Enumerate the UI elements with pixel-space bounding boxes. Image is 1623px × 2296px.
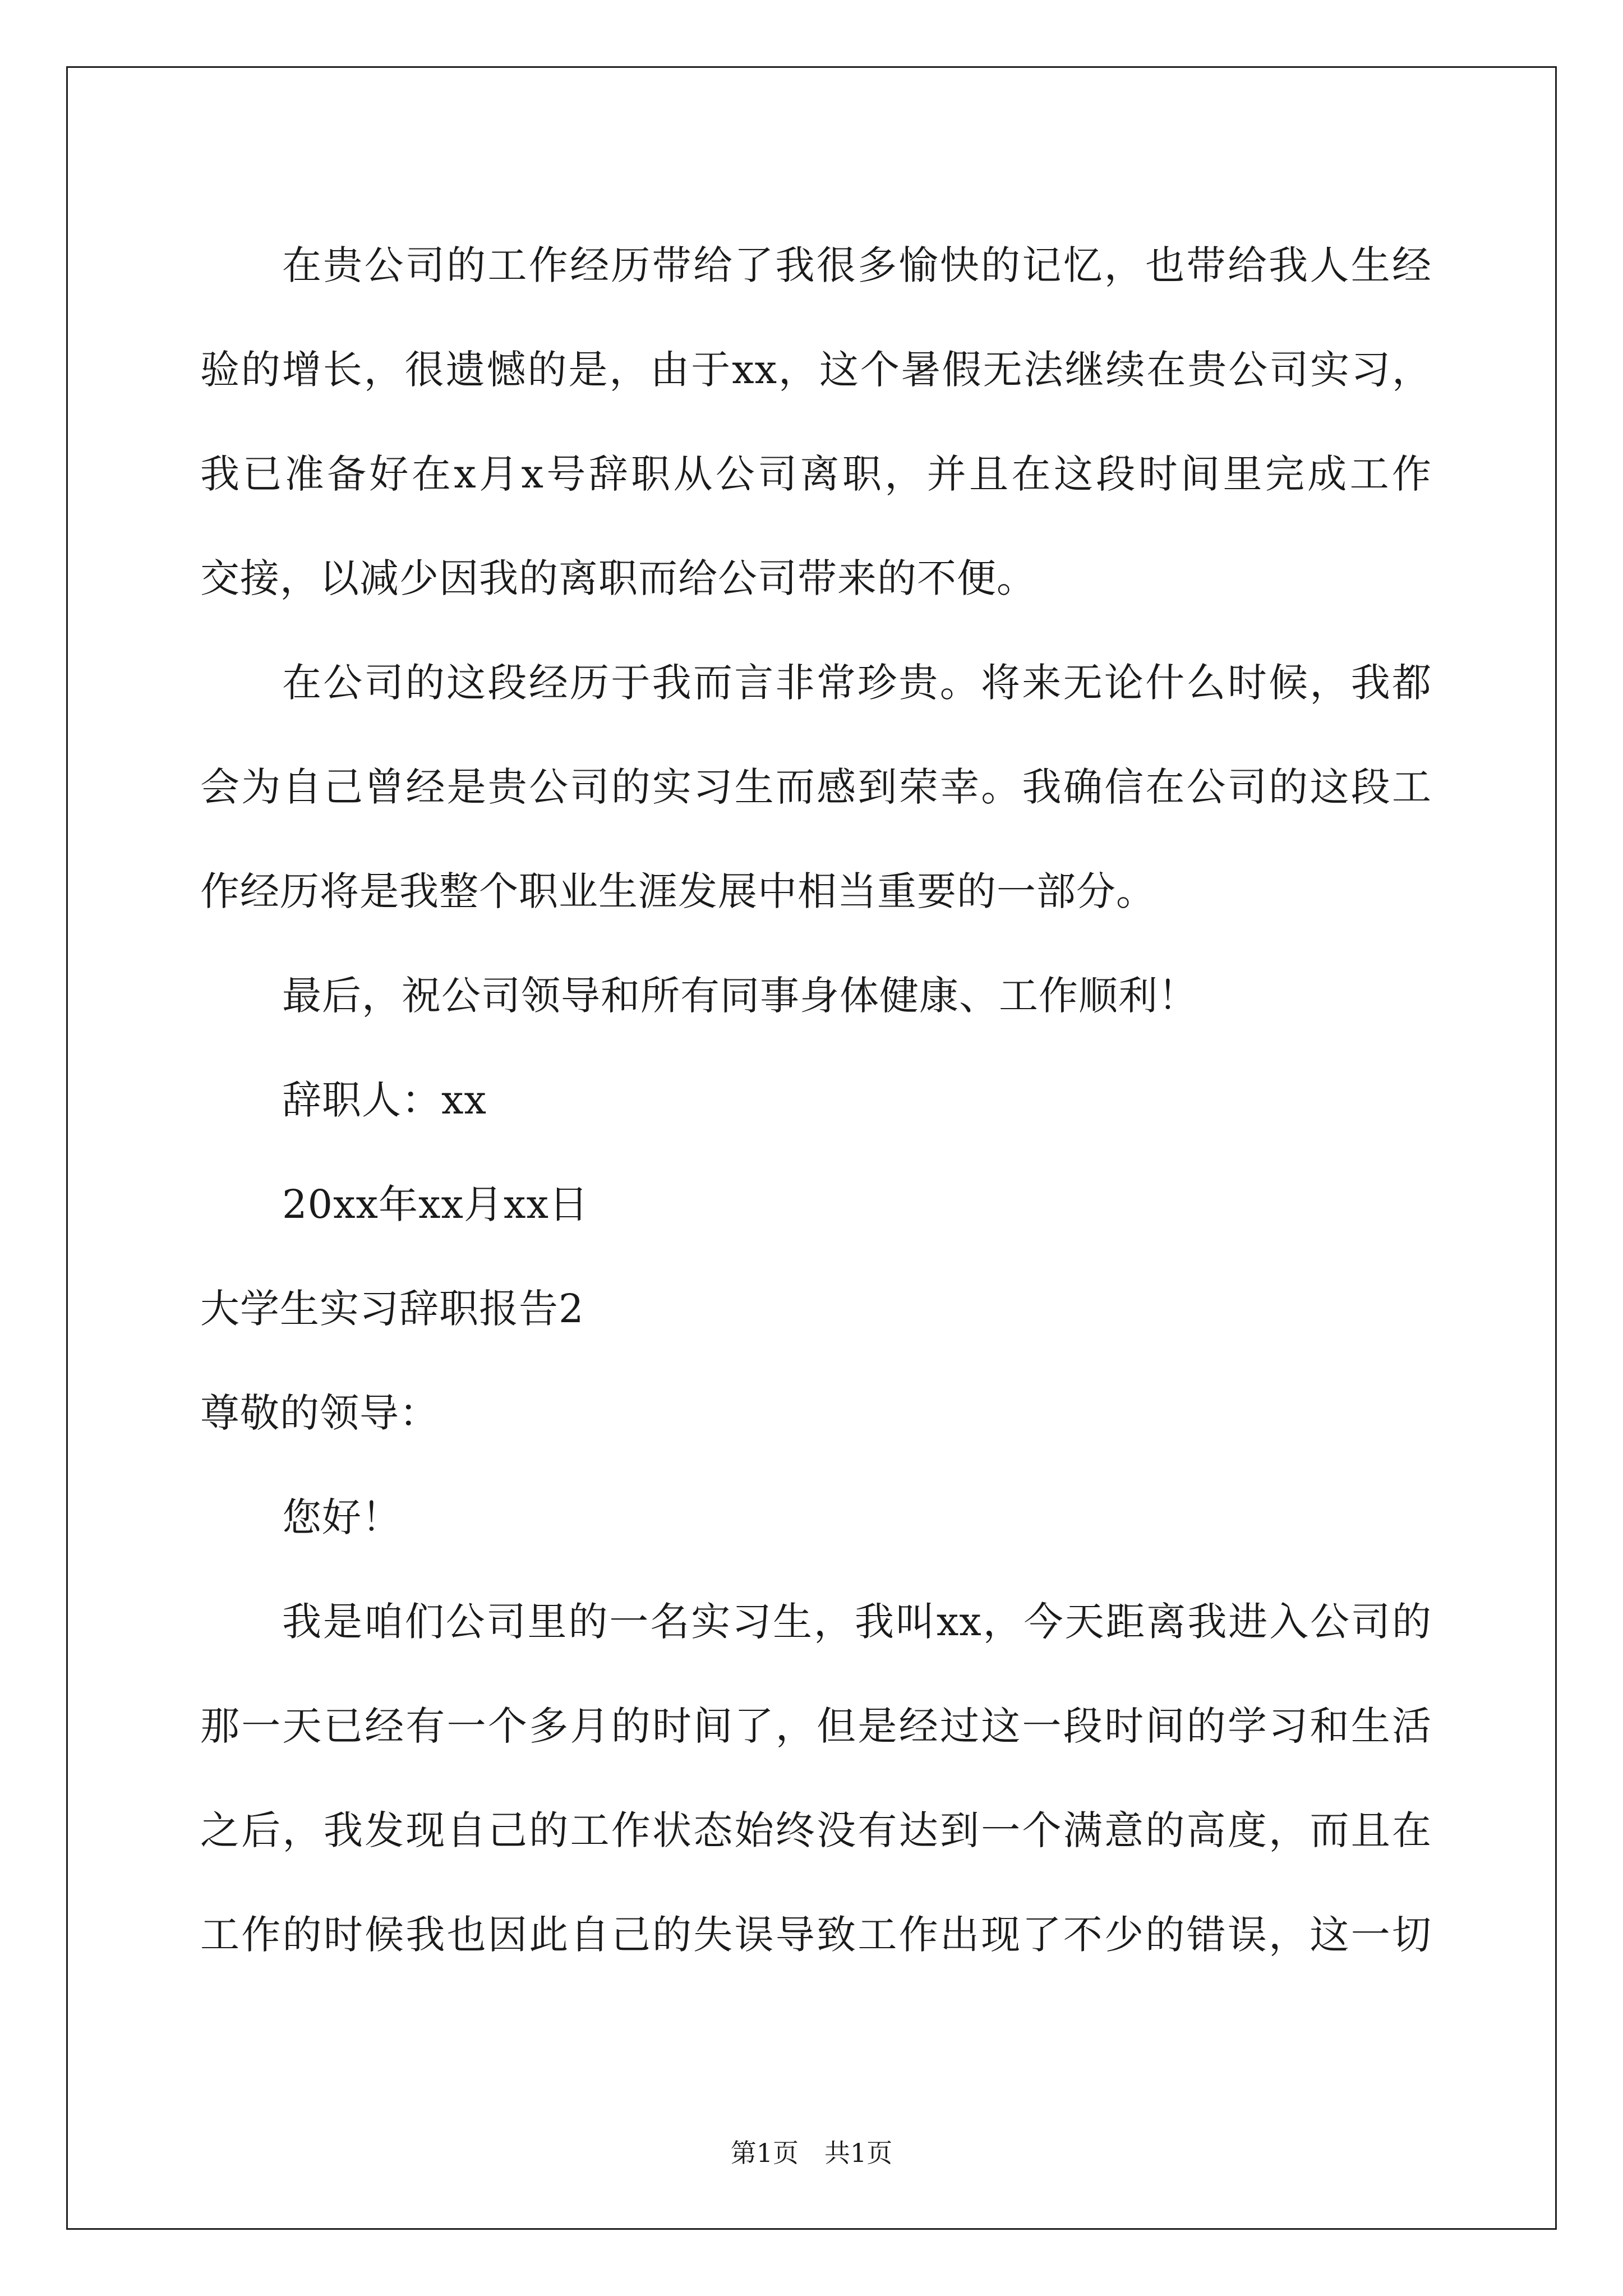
paragraph-line: 工作的时候我也因此自己的失误导致工作出现了不少的错误，这一切 [200, 1912, 1432, 1958]
paragraph-line: 我是咱们公司里的一名实习生，我叫xx，今天距离我进入公司的 [282, 1599, 1432, 1645]
paragraph-line: 会为自己曾经是贵公司的实习生而感到荣幸。我确信在公司的这段工 [200, 764, 1432, 810]
paragraph-line: 那一天已经有一个多月的时间了，但是经过这一段时间的学习和生活 [200, 1703, 1432, 1749]
page-number: 第1页 [730, 2138, 799, 2168]
paragraph-line: 我已准备好在x月x号辞职从公司离职，并且在这段时间里完成工作 [200, 451, 1432, 497]
closing-wish: 最后，祝公司领导和所有同事身体健康、工作顺利！ [282, 973, 1198, 1019]
page-total: 共1页 [824, 2138, 893, 2168]
greeting: 您好！ [282, 1494, 402, 1540]
paragraph-line: 在贵公司的工作经历带给了我很多愉快的记忆，也带给我人生经 [282, 242, 1432, 288]
signature-name: 辞职人：xx [282, 1077, 487, 1123]
section-title: 大学生实习辞职报告2 [200, 1286, 584, 1332]
paragraph-line: 在公司的这段经历于我而言非常珍贵。将来无论什么时候，我都 [282, 660, 1432, 706]
signature-date: 20xx年xx月xx日 [282, 1181, 589, 1227]
page-footer [0, 2136, 1623, 2170]
document-body [200, 213, 1432, 1987]
paragraph-line: 之后，我发现自己的工作状态始终没有达到一个满意的高度，而且在 [200, 1807, 1432, 1853]
paragraph-line: 作经历将是我整个职业生涯发展中相当重要的一部分。 [200, 868, 1156, 914]
paragraph-line: 验的增长，很遗憾的是，由于xx，这个暑假无法继续在贵公司实习， [200, 347, 1432, 393]
paragraph-line: 交接，以减少因我的离职而给公司带来的不便。 [200, 555, 1036, 601]
salutation: 尊敬的领导： [200, 1390, 439, 1436]
